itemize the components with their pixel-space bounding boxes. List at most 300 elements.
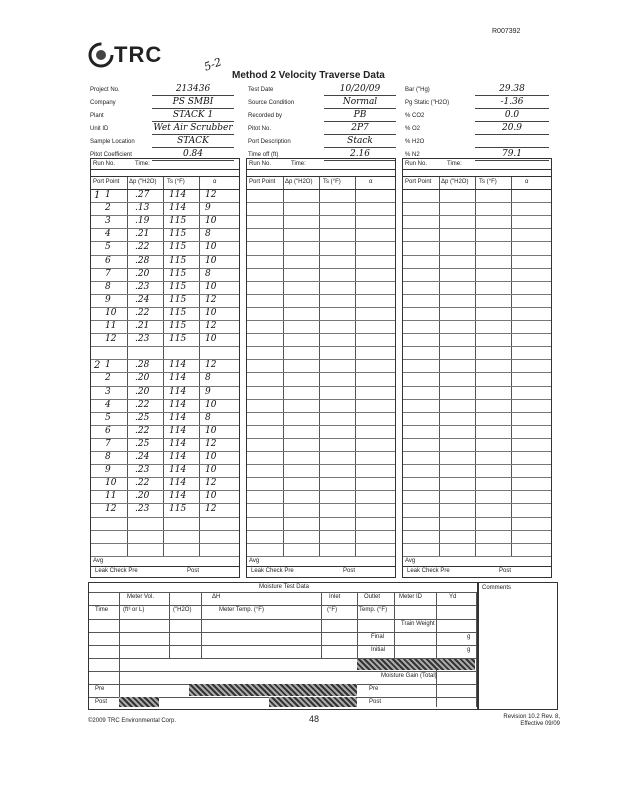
column-rule	[475, 176, 476, 556]
row-rule	[247, 530, 395, 531]
table-row	[91, 477, 238, 490]
cell-point[interactable]: 12	[105, 504, 117, 515]
divider	[403, 566, 551, 567]
table-row	[91, 215, 238, 228]
cell-dp[interactable]: .23	[135, 334, 150, 345]
avg-label: Avg	[93, 557, 104, 564]
table-row	[91, 320, 238, 333]
table-row	[91, 399, 238, 412]
cell-angle[interactable]: 12	[205, 360, 217, 371]
time-label: Time:	[447, 161, 462, 167]
row-rule	[247, 241, 395, 242]
avg-label: Avg	[405, 557, 416, 564]
header-field-value[interactable]: STACK 1	[152, 110, 234, 122]
row-rule	[403, 477, 551, 478]
header-field-value[interactable]: 29.38	[475, 84, 549, 96]
row-rule	[403, 386, 551, 387]
row-rule	[403, 307, 551, 308]
comments-box	[478, 582, 558, 710]
row-rule	[91, 543, 239, 544]
cell-ts[interactable]: 114	[169, 425, 187, 436]
col-header-ft3: (ft³ or L)	[123, 607, 145, 613]
header-field-value[interactable]: Wet Air Scrubber	[153, 123, 233, 133]
table-row	[91, 490, 238, 503]
row-rule	[403, 503, 551, 504]
row-rule	[247, 255, 395, 256]
cell-point[interactable]: 1	[105, 190, 111, 200]
table-row	[91, 386, 238, 399]
cell-ts[interactable]: 115	[169, 334, 187, 345]
logo-text: TRC	[114, 42, 163, 67]
column-rule	[319, 176, 320, 556]
grid-rule	[89, 619, 476, 620]
cell-point[interactable]: 3	[105, 386, 111, 397]
port-marker: 2	[94, 360, 101, 372]
table-row	[91, 438, 238, 451]
col-header-dp: Δp ("H2O)	[129, 179, 157, 185]
cell-dp[interactable]: .24	[135, 294, 150, 305]
cell-dp[interactable]: .28	[135, 360, 150, 371]
row-rule	[247, 307, 395, 308]
footer-page-number: 48	[309, 714, 320, 724]
traverse-section-1	[90, 158, 240, 578]
cell-point[interactable]: 10	[105, 307, 117, 318]
cell-point[interactable]: 7	[105, 438, 111, 449]
cell-dp[interactable]: .28	[135, 255, 150, 266]
cell-angle[interactable]: 10	[205, 425, 217, 436]
cell-angle[interactable]: 12	[205, 321, 217, 331]
row-rule	[247, 490, 395, 491]
cell-point[interactable]: 10	[105, 478, 117, 489]
cell-ts[interactable]: 114	[169, 438, 187, 449]
row-rule	[247, 503, 395, 504]
cell-point[interactable]: 4	[105, 399, 111, 410]
cell-point[interactable]: 4	[105, 229, 111, 240]
row-rule	[403, 451, 551, 452]
row-rule	[403, 255, 551, 256]
header-field-value[interactable]: Normal	[324, 97, 396, 109]
cell-ts[interactable]: 114	[169, 360, 187, 371]
time-label: Time:	[291, 161, 306, 167]
shaded-cell	[119, 697, 159, 707]
cell-angle[interactable]: 10	[205, 465, 217, 476]
leak-check-post-label: Post	[343, 567, 356, 574]
row-rule	[403, 412, 551, 413]
cell-angle[interactable]: 10	[205, 399, 217, 410]
row-rule	[247, 320, 395, 321]
run-number-label: Run No.	[249, 161, 272, 167]
row-rule	[403, 490, 551, 491]
header-field-value[interactable]: PB	[324, 110, 396, 122]
row-rule	[403, 464, 551, 465]
row-rule	[403, 346, 551, 347]
cell-point[interactable]: 2	[105, 203, 111, 214]
leak-check-pre-label: Leak Check Pre	[251, 567, 294, 574]
cell-point[interactable]: 12	[105, 334, 117, 345]
divider	[247, 566, 395, 567]
row-rule	[247, 333, 395, 334]
cell-angle[interactable]: 9	[205, 203, 211, 214]
row-rule	[247, 202, 395, 203]
header-field-label: Sample Location	[90, 139, 135, 145]
cell-ts[interactable]: 115	[169, 255, 187, 266]
cell-ts[interactable]: 114	[169, 465, 187, 476]
cell-angle[interactable]: 10	[205, 307, 217, 318]
grid-rule	[476, 592, 477, 707]
divider	[247, 169, 395, 170]
row-rule	[247, 294, 395, 295]
table-row	[91, 372, 238, 385]
cell-angle[interactable]: 12	[205, 438, 217, 449]
row-rule	[91, 517, 239, 518]
cell-angle[interactable]: 12	[205, 294, 217, 305]
cell-angle[interactable]: 9	[205, 386, 211, 397]
cell-dp[interactable]: .23	[135, 281, 150, 292]
header-field-value[interactable]: PS SMBI	[152, 97, 234, 109]
header-field-value[interactable]: 0.0	[475, 110, 549, 122]
row-rule	[91, 556, 239, 557]
table-row	[91, 503, 238, 516]
cell-point[interactable]: 8	[105, 281, 111, 292]
cell-point[interactable]: 7	[105, 268, 111, 279]
cell-angle[interactable]: 8	[205, 229, 211, 240]
cell-dp[interactable]: .25	[135, 438, 150, 449]
footer-revision: Revision 10.2 Rev. 8, Effective 09/09	[503, 714, 560, 727]
header-field-value[interactable]: -1.36	[475, 97, 549, 109]
cell-point[interactable]: 5	[105, 242, 111, 253]
cell-ts[interactable]: 115	[169, 268, 187, 279]
col-header-h2o: ("H2O)	[173, 607, 192, 613]
cell-ts[interactable]: 115	[169, 242, 187, 253]
cell-point[interactable]: 11	[105, 321, 117, 331]
row-post-label: Post	[95, 699, 108, 705]
cell-ts[interactable]: 114	[169, 452, 187, 462]
table-row	[91, 333, 238, 346]
moisture-pre-label: Pre	[369, 686, 379, 692]
cell-angle[interactable]: 10	[205, 242, 217, 253]
row-rule	[247, 464, 395, 465]
row-final-label: Final	[371, 634, 385, 640]
row-rule	[91, 346, 239, 347]
cell-ts[interactable]: 115	[169, 307, 187, 318]
header-field-label: Pg Static ("H2O)	[405, 100, 450, 106]
row-rule	[247, 386, 395, 387]
grid-rule	[89, 592, 476, 593]
row-rule	[403, 438, 551, 439]
row-rule	[403, 281, 551, 282]
cell-ts[interactable]: 114	[169, 190, 187, 200]
trc-logo-icon	[88, 42, 114, 68]
cell-angle[interactable]: 8	[205, 268, 211, 279]
grid-rule	[169, 592, 170, 658]
header-field-label: Time off (ft)	[248, 152, 279, 158]
grid-rule	[89, 605, 476, 606]
cell-dp[interactable]: .21	[135, 321, 150, 331]
header-field-label: Source Condition	[248, 100, 295, 106]
table-row	[91, 359, 238, 372]
row-rule	[403, 189, 551, 190]
col-header-angle: α	[525, 179, 529, 185]
header-field-label: % CO2	[405, 113, 425, 119]
grid-rule	[119, 592, 120, 697]
cell-dp[interactable]: .22	[135, 242, 150, 253]
col-header-yd: Yd	[449, 594, 457, 600]
cell-dp[interactable]: .20	[135, 268, 150, 279]
grid-rule	[394, 592, 395, 658]
cell-ts[interactable]: 115	[169, 294, 187, 305]
title-annotation: 5-2	[202, 55, 224, 74]
shaded-cell	[269, 697, 357, 707]
cell-angle[interactable]: 10	[205, 452, 217, 462]
cell-angle[interactable]: 10	[205, 281, 217, 292]
row-rule	[247, 228, 395, 229]
cell-dp[interactable]: .21	[135, 229, 150, 240]
row-rule	[403, 530, 551, 531]
header-field-value[interactable]: 213436	[152, 84, 234, 96]
cell-ts[interactable]: 114	[169, 399, 187, 410]
row-rule	[403, 320, 551, 321]
col-header-time: Time	[95, 607, 109, 613]
table-row	[91, 189, 238, 202]
col-header-dh: ΔH	[212, 594, 221, 600]
grid-rule	[436, 592, 437, 707]
header-field-label: Bar ("Hg)	[405, 87, 430, 93]
row-rule	[247, 425, 395, 426]
run-number-label: Run No.	[405, 161, 428, 167]
row-rule	[403, 399, 551, 400]
col-header-ts: Ts (°F)	[323, 179, 341, 185]
row-rule	[403, 517, 551, 518]
row-rule	[403, 425, 551, 426]
cell-point[interactable]: 6	[105, 425, 111, 436]
cell-angle[interactable]: 10	[205, 334, 217, 345]
col-header-inlet: Inlet	[329, 594, 341, 600]
cell-point[interactable]: 6	[105, 255, 111, 266]
unit-g-label: g	[467, 634, 471, 640]
header-field-label: Recorded by	[248, 113, 283, 119]
row-rule	[247, 412, 395, 413]
cell-dp[interactable]: .27	[135, 190, 150, 200]
leak-check-post-label: Post	[499, 567, 512, 574]
header-field-value[interactable]	[475, 136, 549, 148]
header-field-label: % H2O	[405, 139, 425, 145]
col-header-outlet: Outlet	[364, 594, 381, 600]
cell-ts[interactable]: 114	[169, 386, 187, 397]
row-rule	[403, 333, 551, 334]
cell-dp[interactable]: .13	[135, 203, 150, 214]
row-rule	[403, 543, 551, 544]
row-pre-label: Pre	[95, 686, 105, 692]
cell-ts[interactable]: 115	[169, 229, 187, 240]
table-row	[91, 202, 238, 215]
table-row	[91, 281, 238, 294]
cell-angle[interactable]: 8	[205, 373, 211, 384]
divider	[403, 169, 551, 170]
col-header-meter-temp: Meter Temp. (°F)	[219, 607, 264, 613]
col-header-temp-cf: Temp. (°F)	[359, 607, 388, 613]
header-rule	[403, 176, 551, 177]
grid-rule	[201, 592, 202, 658]
cell-point[interactable]: 8	[105, 452, 111, 462]
run-number-label: Run No.	[93, 161, 116, 167]
cell-angle[interactable]: 12	[205, 504, 217, 515]
row-rule	[403, 359, 551, 360]
table-row	[91, 307, 238, 320]
table-row	[91, 464, 238, 477]
divider	[91, 566, 239, 567]
header-field-label: Plant	[90, 113, 104, 119]
grid-rule	[89, 671, 476, 672]
row-rule	[403, 228, 551, 229]
col-header-angle: α	[369, 179, 373, 185]
row-rule	[247, 517, 395, 518]
row-rule	[247, 281, 395, 282]
cell-ts[interactable]: 115	[169, 504, 187, 515]
col-header-port: Port Point	[93, 179, 120, 185]
header-field-value[interactable]: 20.9	[475, 123, 549, 135]
cell-dp[interactable]: .22	[135, 307, 150, 318]
traverse-section-3	[402, 158, 552, 578]
row-rule	[247, 215, 395, 216]
cell-point[interactable]: 9	[105, 465, 111, 476]
row-rule	[403, 241, 551, 242]
form-title: Method 2 Velocity Traverse Data	[232, 70, 385, 81]
cell-angle[interactable]: 10	[205, 491, 217, 502]
cell-dp[interactable]: .20	[135, 386, 150, 397]
col-header-angle: α	[213, 179, 217, 185]
avg-label: Avg	[249, 557, 260, 564]
row-rule	[247, 346, 395, 347]
col-header-dp: Δp ("H2O)	[285, 179, 313, 185]
cell-dp[interactable]: .22	[135, 478, 150, 489]
header-field-label: Company	[90, 100, 116, 106]
cell-point[interactable]: 9	[105, 294, 111, 305]
row-rule	[403, 294, 551, 295]
cell-dp[interactable]: .23	[135, 504, 150, 515]
row-rule	[403, 202, 551, 203]
table-row	[91, 412, 238, 425]
leak-check-pre-label: Leak Check Pre	[95, 567, 138, 574]
grid-rule	[321, 592, 322, 658]
cell-point[interactable]: 3	[105, 216, 111, 227]
footer-copyright: ©2009 TRC Environmental Corp.	[88, 718, 177, 724]
cell-angle[interactable]: 10	[205, 216, 217, 227]
cell-ts[interactable]: 114	[169, 203, 187, 214]
col-header-dp: Δp ("H2O)	[441, 179, 469, 185]
cell-dp[interactable]: .22	[135, 425, 150, 436]
header-field-label: Pitot Coefficient	[90, 152, 132, 158]
grid-rule	[89, 632, 476, 633]
column-rule	[355, 176, 356, 556]
cell-dp[interactable]: .20	[135, 491, 150, 502]
header-field-label: Port Description	[248, 139, 291, 145]
leak-check-pre-label: Leak Check Pre	[407, 567, 450, 574]
unit-g-label: g	[467, 647, 471, 653]
cell-angle[interactable]: 12	[205, 190, 217, 200]
cell-ts[interactable]: 115	[169, 281, 187, 292]
train-weight-label: Train Weight	[401, 621, 435, 627]
moisture-title: Moisture Test Data	[259, 584, 309, 590]
header-field-label: Test Date	[248, 87, 274, 93]
cell-ts[interactable]: 114	[169, 491, 187, 502]
moisture-gain-label: Moisture Gain (Total)	[381, 673, 437, 679]
header-field-value[interactable]: 2.16	[324, 149, 396, 161]
row-rule	[247, 451, 395, 452]
column-rule	[439, 176, 440, 556]
row-rule	[403, 268, 551, 269]
header-rule	[91, 176, 239, 177]
time-label: Time:	[135, 161, 150, 167]
cell-point[interactable]: 5	[105, 412, 111, 423]
table-row	[91, 255, 238, 268]
grid-rule	[357, 592, 358, 658]
row-rule	[247, 556, 395, 557]
col-header-port: Port Point	[405, 179, 432, 185]
row-rule	[247, 543, 395, 544]
column-rule	[511, 176, 512, 556]
cell-point[interactable]: 11	[105, 491, 117, 502]
cell-dp[interactable]: .19	[135, 216, 150, 227]
header-field-value[interactable]: 2P7	[324, 123, 396, 135]
cell-angle[interactable]: 8	[205, 412, 211, 423]
cell-ts[interactable]: 114	[169, 412, 187, 423]
table-row	[91, 451, 238, 464]
row-rule	[403, 215, 551, 216]
traverse-section-2	[246, 158, 396, 578]
col-header-ts: Ts (°F)	[167, 179, 185, 185]
cell-ts[interactable]: 115	[169, 321, 187, 331]
col-header-ts: Ts (°F)	[479, 179, 497, 185]
row-rule	[247, 189, 395, 190]
col-header-meter-vol: Meter Vol.	[127, 594, 155, 600]
document-id: R007392	[492, 28, 521, 35]
header-field-value[interactable]: 0.84	[152, 149, 234, 161]
divider	[91, 169, 239, 170]
cell-dp[interactable]: .24	[135, 452, 150, 462]
cell-ts[interactable]: 115	[169, 216, 187, 227]
header-field-value[interactable]: STACK	[152, 136, 234, 148]
cell-angle[interactable]: 12	[205, 478, 217, 489]
cell-ts[interactable]: 114	[169, 373, 187, 384]
cell-point[interactable]: 2	[105, 373, 111, 384]
row-rule	[247, 372, 395, 373]
cell-angle[interactable]: 10	[205, 255, 217, 266]
column-rule	[283, 176, 284, 556]
header-field-label: Project No.	[90, 87, 120, 93]
header-field-value[interactable]: Stack	[324, 136, 396, 148]
header-field-value[interactable]: 79.1	[475, 149, 549, 161]
table-row	[91, 294, 238, 307]
row-rule	[403, 372, 551, 373]
header-field-label: Pitot No.	[248, 126, 272, 132]
col-header-meter-id: Meter ID	[399, 594, 423, 600]
cell-ts[interactable]: 114	[169, 478, 187, 489]
table-row	[91, 425, 238, 438]
comments-label: Comments	[482, 585, 512, 591]
shaded-cell	[357, 659, 475, 670]
table-row	[91, 241, 238, 254]
header-field-value[interactable]: 10/20/09	[324, 84, 396, 96]
cell-dp[interactable]: .20	[135, 373, 150, 384]
row-rule	[247, 399, 395, 400]
cell-point[interactable]: 1	[105, 360, 111, 371]
cell-dp[interactable]: .25	[135, 412, 150, 423]
row-rule	[247, 438, 395, 439]
cell-dp[interactable]: .22	[135, 399, 150, 410]
row-rule	[247, 268, 395, 269]
port-marker: 1	[94, 190, 101, 201]
cell-dp[interactable]: .23	[135, 465, 150, 476]
